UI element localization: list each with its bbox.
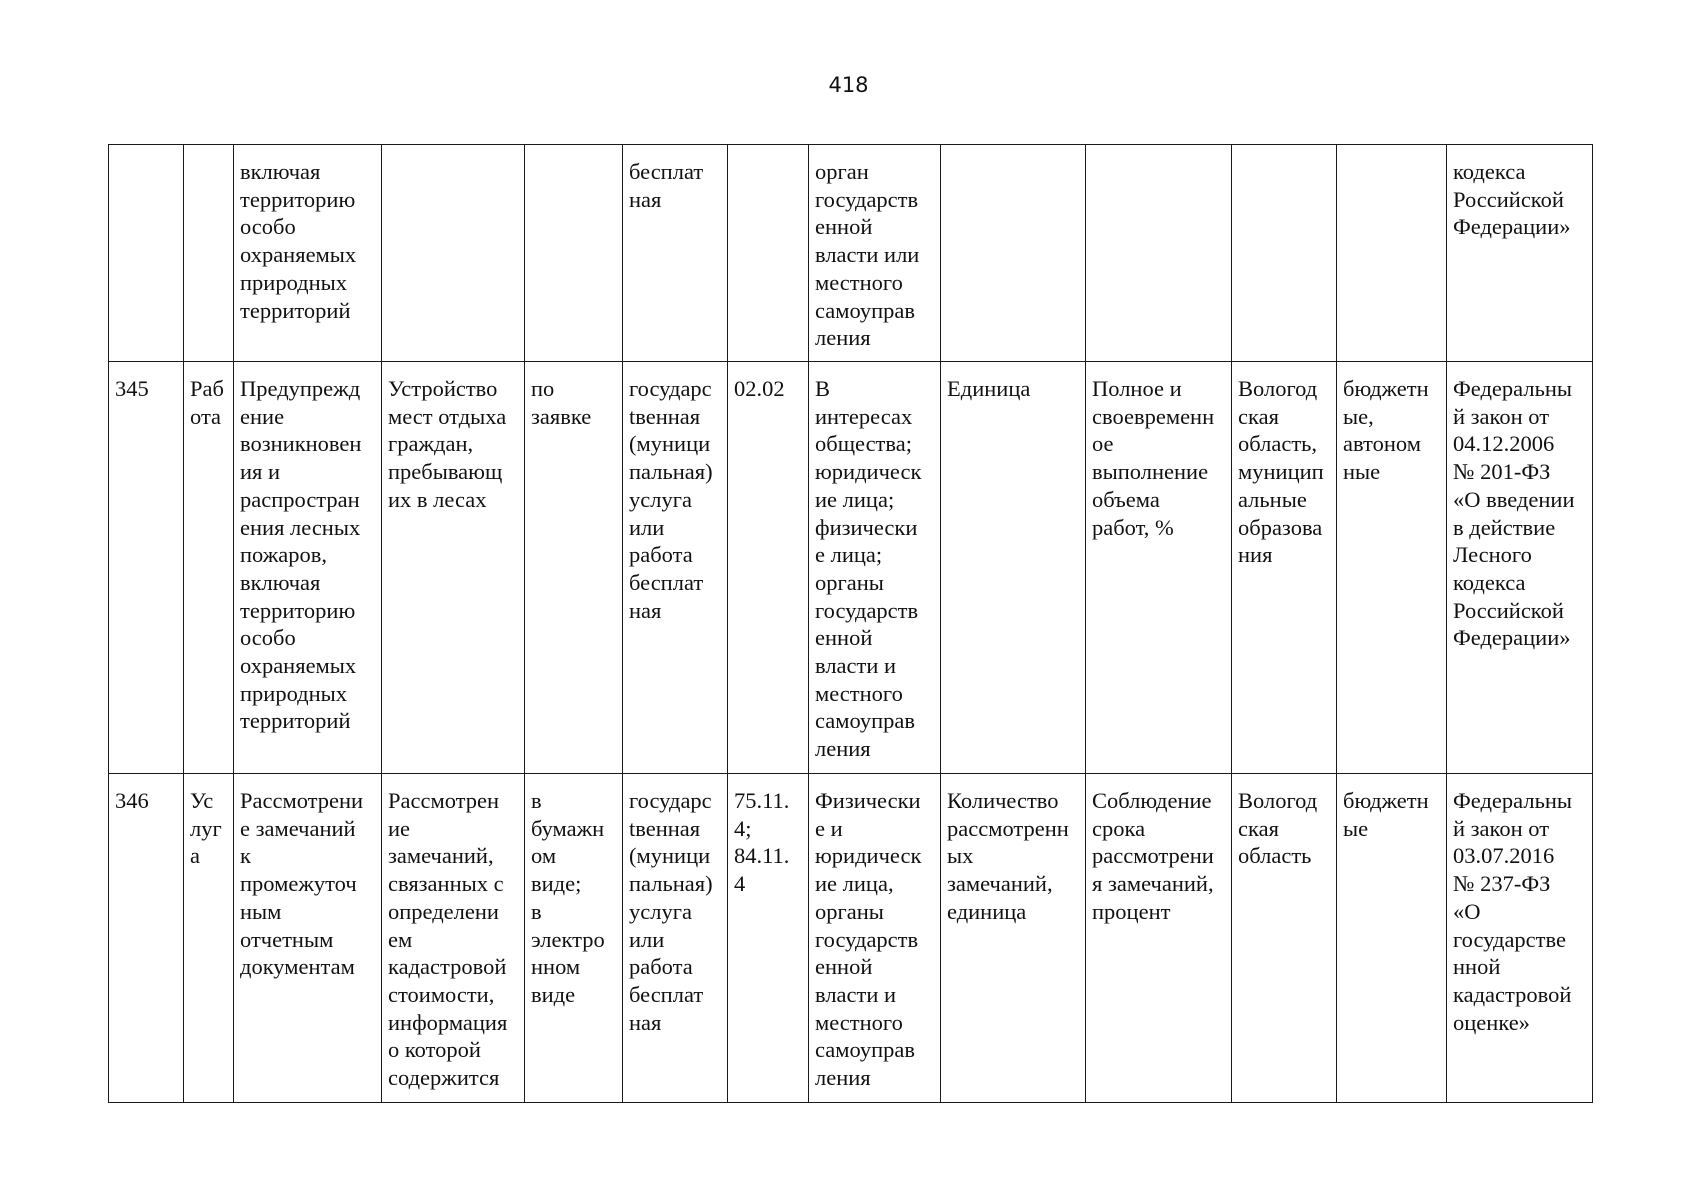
cell-number: 345 <box>109 362 184 774</box>
table-row <box>109 145 1593 362</box>
cell-content <box>382 145 525 362</box>
cell-type: Ус луг а <box>184 774 234 1103</box>
cell-quality-indicator: Полное и своевременн ое выполнение объема работ, % <box>1086 362 1232 774</box>
cell-type <box>184 145 234 362</box>
cell-quality-indicator <box>1086 145 1232 362</box>
cell-condition <box>525 145 623 362</box>
cell-content: Рассмотрен ие замечаний, связанных с определени ем кадастровой стоимости, информация о которой содержится <box>382 774 525 1103</box>
cell-region <box>1232 145 1337 362</box>
cell-institution-type: бюджетн ые <box>1337 774 1447 1103</box>
cell-consumers: В интересах общества; юридическ ие лица; физически е лица; органы государств енной власти и местного самоуправ ления <box>809 362 941 774</box>
cell-number <box>109 145 184 362</box>
cell-payment: государс tвенная (муници пальная) услуга или работа бесплат ная <box>623 362 728 774</box>
cell-quality-indicator: Соблюдение срока рассмотрени я замечаний, процент <box>1086 774 1232 1103</box>
cell-region: Вологод ская область <box>1232 774 1337 1103</box>
cell-okved <box>728 145 809 362</box>
cell-legal-basis: кодекса Российской Федерации» <box>1447 145 1593 362</box>
cell-institution-type <box>1337 145 1447 362</box>
cell-okved: 75.11. 4; 84.11. 4 <box>728 774 809 1103</box>
cell-volume-indicator: Единица <box>941 362 1086 774</box>
cell-consumers: Физически е и юридическ ие лица, органы государств енной власти и местного самоуправ ления <box>809 774 941 1103</box>
cell-type: Раб ота <box>184 362 234 774</box>
registry-table <box>108 144 1593 1103</box>
cell-payment: государс tвенная (муници пальная) услуга или работа бесплат ная <box>623 774 728 1103</box>
cell-name: Рассмотрени е замечаний к промежуточ ным отчетным документам <box>234 774 382 1103</box>
table-row <box>109 362 1593 774</box>
cell-condition: в бумажн ом виде; в электро нном виде <box>525 774 623 1103</box>
page-number: 418 <box>828 73 869 97</box>
table-row <box>109 774 1593 1103</box>
cell-consumers: орган государств енной власти или местного самоуправ ления <box>809 145 941 362</box>
cell-condition: по заявке <box>525 362 623 774</box>
cell-institution-type: бюджетн ые, автоном ные <box>1337 362 1447 774</box>
cell-region: Вологод ская область, муницип альные образова ния <box>1232 362 1337 774</box>
cell-payment: бесплат ная <box>623 145 728 362</box>
cell-content: Устройство мест отдыха граждан, пребывающ их в лесах <box>382 362 525 774</box>
cell-number: 346 <box>109 774 184 1103</box>
cell-legal-basis: Федеральны й закон от 03.07.2016 № 237-ФЗ «О государстве нной кадастровой оценке» <box>1447 774 1593 1103</box>
cell-name: включая территорию особо охраняемых природных территорий <box>234 145 382 362</box>
cell-name: Предупрежд ение возникновен ия и распростран ения лесных пожаров, включая территорию особо охраняемых природных территорий <box>234 362 382 774</box>
cell-volume-indicator: Количество рассмотренн ых замечаний, единица <box>941 774 1086 1103</box>
cell-okved: 02.02 <box>728 362 809 774</box>
cell-volume-indicator <box>941 145 1086 362</box>
cell-legal-basis: Федеральны й закон от 04.12.2006 № 201-ФЗ «О введении в действие Лесного кодекса Российской Федерации» <box>1447 362 1593 774</box>
